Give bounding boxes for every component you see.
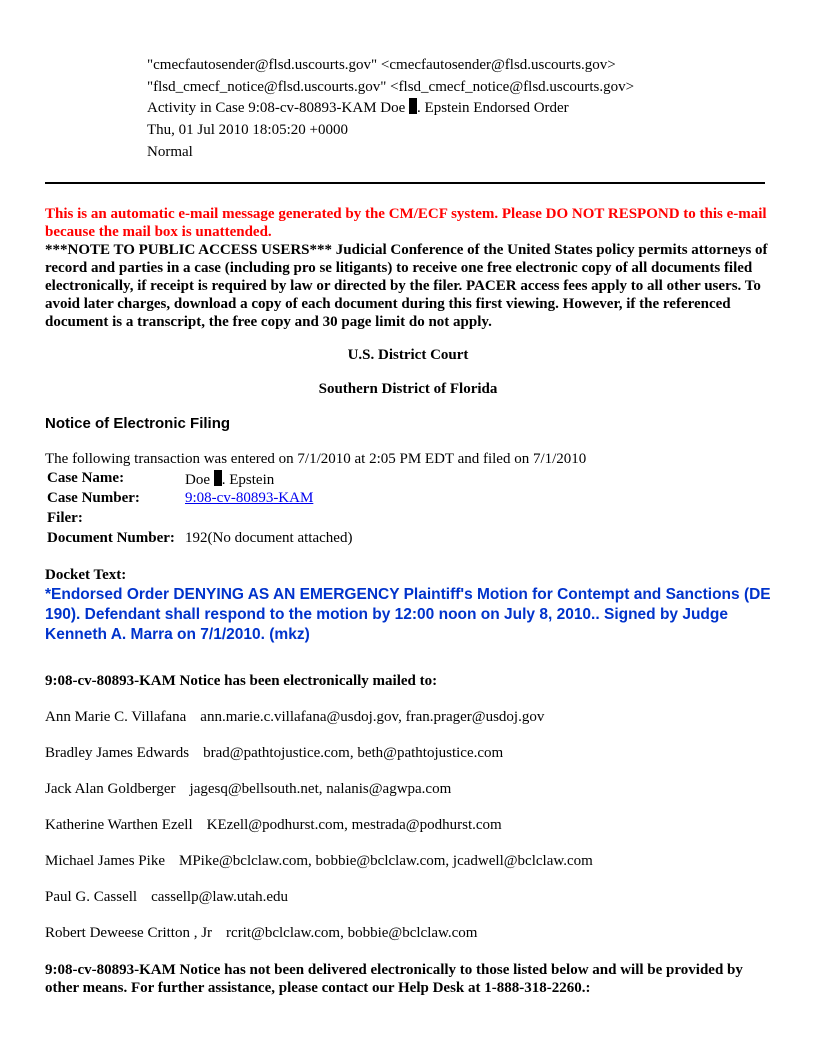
case-number-value — [185, 490, 313, 507]
from-value: "cmecfautosender@flsd.uscourts.gov" <cmecfautosender@flsd.uscourts.gov> — [147, 57, 616, 73]
recipient-name: Robert Deweese Critton , Jr — [45, 925, 213, 941]
recipient-emails: jagesq@bellsouth.net, nalanis@agwpa.com — [189, 781, 452, 797]
case-number-link[interactable]: 9:08-cv-80893-KAM — [185, 490, 314, 506]
recipient-row — [45, 817, 502, 834]
date-value: Thu, 01 Jul 2010 18:05:20 +0000 — [147, 122, 348, 138]
filer-label: Filer: — [47, 510, 83, 526]
redaction-block — [409, 98, 417, 114]
recipient-name: Katherine Warthen Ezell — [45, 817, 193, 833]
recipient-name: Michael James Pike — [45, 853, 165, 869]
case-name-prefix: Doe — [185, 472, 210, 488]
importance-value: Normal — [147, 144, 193, 160]
redaction-block — [214, 470, 222, 486]
recipient-row — [45, 889, 288, 906]
recipient-name: Ann Marie C. Villafana — [45, 709, 187, 725]
recipient-emails: rcrit@bclclaw.com, bobbie@bclclaw.com — [226, 925, 478, 941]
recipient-row — [45, 709, 544, 726]
to-value: "flsd_cmecf_notice@flsd.uscourts.gov" <flsd_cmecf_notice@flsd.uscourts.gov> — [147, 79, 635, 95]
public-access-note: ***NOTE TO PUBLIC ACCESS USERS*** Judicial Conference of the United States policy permits attorneys of record and parties in a case (including pro se litigants) to receive one free electronic copy of all documents filed electronically, if receipt is required by law or directed by the filer. PACER access fees apply to all other users. To avoid later charges, download a copy of each document during this first viewing. However, if the referenced document is a transcript, the free copy and 30 page limit do not apply. — [45, 242, 768, 330]
subject-value — [147, 98, 569, 118]
docket-text-label: Docket Text: — [45, 567, 127, 583]
recipient-row — [45, 925, 477, 942]
case-name-suffix: . Epstein — [221, 472, 275, 488]
recipient-row — [45, 853, 593, 870]
case-name-value — [185, 470, 274, 489]
recipient-name: Paul G. Cassell — [45, 889, 138, 905]
not-delivered-note: 9:08-cv-80893-KAM Notice has not been delivered electronically to those listed below and will be provided by other means. For further assistance, please contact our Help Desk at 1-888-318-2260.: — [45, 962, 743, 996]
recipient-emails: cassellp@law.utah.edu — [151, 889, 289, 905]
recipient-emails: ann.marie.c.villafana@usdoj.gov, fran.prager@usdoj.gov — [200, 709, 545, 725]
recipient-name: Bradley James Edwards — [45, 745, 190, 761]
recipient-row — [45, 745, 503, 762]
court-name: U.S. District Court — [347, 347, 469, 363]
recipient-emails: brad@pathtojustice.com, beth@pathtojustice.com — [203, 745, 504, 761]
recipient-name: Jack Alan Goldberger — [45, 781, 176, 797]
court-district: Southern District of Florida — [318, 381, 498, 397]
recipient-row — [45, 781, 451, 798]
recipient-emails: KEzell@podhurst.com, mestrada@podhurst.com — [206, 817, 502, 833]
transaction-line: The following transaction was entered on 7/1/2010 at 2:05 PM EDT and filed on 7/1/2010 — [45, 451, 587, 467]
case-number-label: Case Number: — [47, 490, 140, 506]
case-name-label: Case Name: — [47, 470, 125, 486]
subject-suffix: . Epstein Endorsed Order — [417, 100, 569, 116]
auto-message-warning: This is an automatic e-mail message generated by the CM/ECF system. Please DO NOT RESPOND to this e-mail because the mail box is unattended. — [45, 206, 767, 240]
document-number-value: 192(No document attached) — [185, 530, 353, 546]
header-divider — [45, 182, 765, 184]
document-number-label: Document Number: — [47, 530, 175, 546]
notice-title: Notice of Electronic Filing — [45, 415, 231, 432]
subject-prefix: Activity in Case 9:08-cv-80893-KAM Doe — [147, 100, 406, 116]
mailed-heading: 9:08-cv-80893-KAM Notice has been electronically mailed to: — [45, 673, 438, 689]
docket-text: *Endorsed Order DENYING AS AN EMERGENCY Plaintiff's Motion for Contempt and Sanctions (DE 190). Defendant shall respond to the motion by 12:00 noon on July 8, 2010.. Signed by Judge Kenneth A. Marra on 7/1/2010. (mkz) — [45, 586, 771, 643]
recipient-emails: MPike@bclclaw.com, bobbie@bclclaw.com, jcadwell@bclclaw.com — [178, 853, 593, 869]
